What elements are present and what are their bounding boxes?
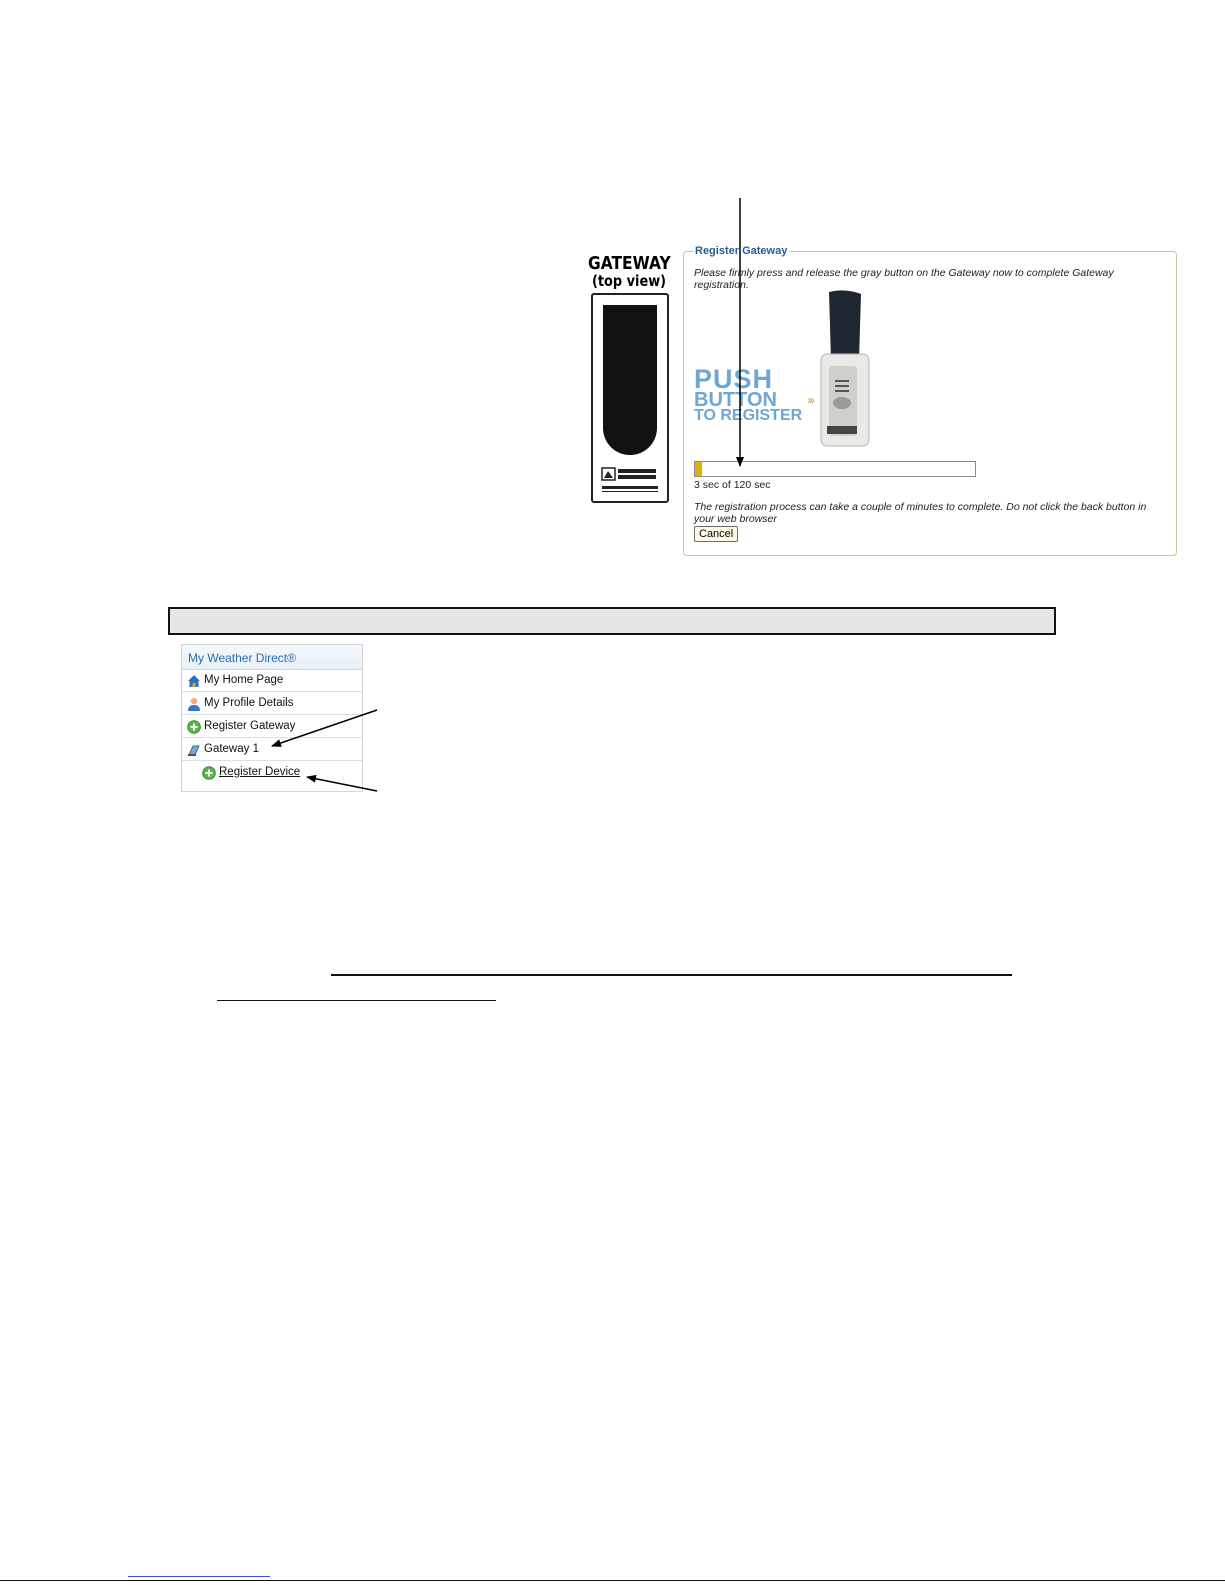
- arrow-to-register-device: [307, 777, 377, 791]
- register-gateway-legend: Register Gateway: [695, 245, 788, 257]
- push-button-graphic-line-2: BUTTON: [694, 389, 777, 411]
- sidebar-item-label: My Home Page: [204, 674, 284, 686]
- registration-note: The registration process can take a couple of minutes to complete. Do not click the back button in your web browser: [694, 501, 1147, 525]
- cancel-button[interactable]: Cancel: [694, 526, 738, 542]
- footer-rule: [0, 1580, 1225, 1581]
- sidebar-item-label: Register Gateway: [204, 720, 296, 732]
- sidebar-item-label: Gateway 1: [204, 743, 259, 755]
- registration-instruction: Please firmly press and release the gray button on the Gateway now to complete Gateway registration.: [694, 267, 1114, 291]
- registration-progress-label: 3 sec of 120 sec: [694, 479, 771, 491]
- push-button-graphic-line-3: TO REGISTER: [694, 407, 803, 424]
- fill-in-underline-1: [331, 974, 1012, 976]
- fill-in-underline-2: [217, 1000, 496, 1001]
- gateway-illustration-title: GATEWAY: [588, 253, 671, 274]
- arrow-to-gateway-1: [272, 710, 377, 746]
- sidebar-item-label: My Profile Details: [204, 697, 294, 709]
- sidebar-item-label[interactable]: Register Device: [219, 766, 301, 778]
- push-arrows-icon: ›››: [807, 393, 813, 407]
- push-button-graphic-line-1: PUSH: [694, 364, 774, 394]
- footer-link-underline[interactable]: [128, 1576, 270, 1577]
- sidebar-header-label: My Weather Direct®: [188, 651, 296, 665]
- gateway-illustration-subtitle: (top view): [592, 272, 667, 290]
